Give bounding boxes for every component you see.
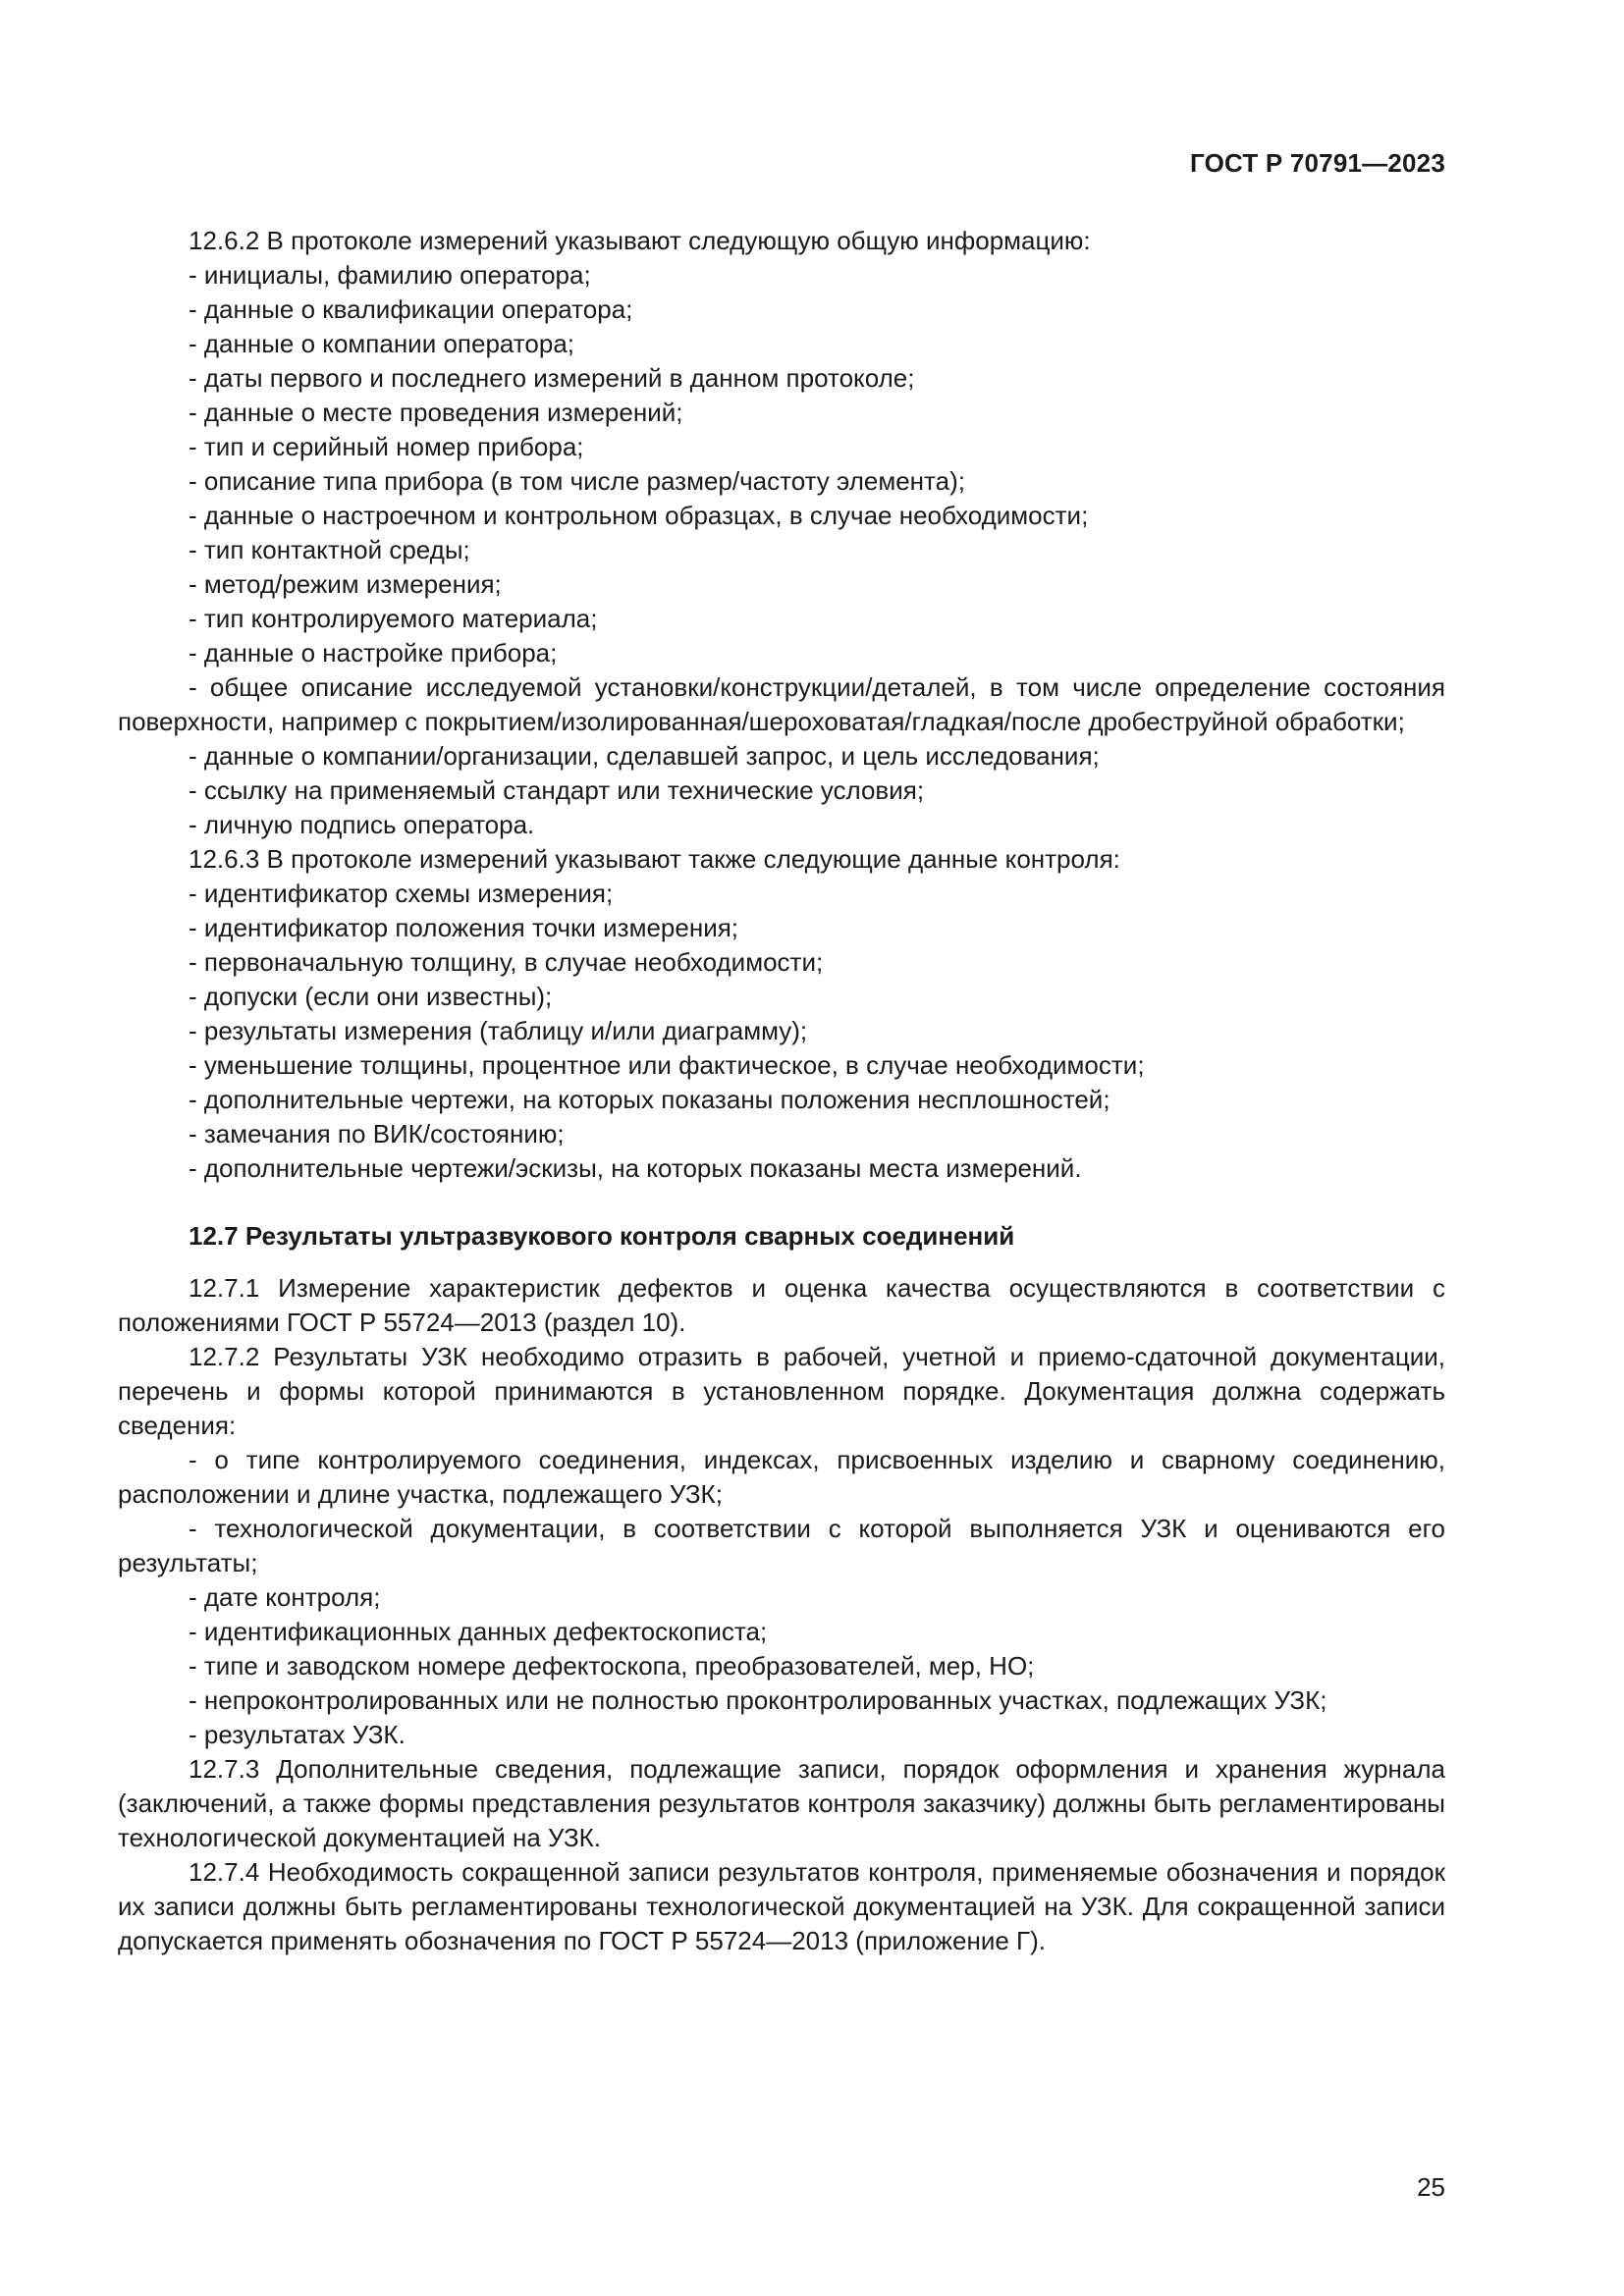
paragraph-12-7-2: 12.7.2 Результаты УЗК необходимо отразить в рабочей, учетной и приемо-сдаточной документации, перечень и формы которой принимаются в установленном порядке. Документация должна содержать сведения: [118,1342,1445,1440]
list-item: - дополнительные чертежи, на которых показаны положения несплошностей; [189,1085,1110,1114]
page-number: 25 [1417,2172,1445,2202]
list-item: - метод/режим измерения; [189,569,502,599]
list-item: - о типе контролируемого соединения, индексах, присвоенных изделию и сварному соединению, расположении и длине участка, подлежащего УЗК; [118,1445,1445,1509]
list-item: - дате контроля; [189,1582,381,1612]
list-item: - технологической документации, в соответствии с которой выполняется УЗК и оцениваются его результаты; [118,1514,1445,1577]
list-item: - данные о настроечном и контрольном образцах, в случае необходимости; [189,501,1089,530]
list-item: - ссылку на применяемый стандарт или технические условия; [189,775,925,805]
paragraph-12-7-1: 12.7.1 Измерение характеристик дефектов и оценка качества осуществляются в соответствии с положениями ГОСТ Р 55724—2013 (раздел 10). [118,1273,1445,1337]
list-item: - идентификатор схемы измерения; [189,879,614,908]
paragraph-12-7-3: 12.7.3 Дополнительные сведения, подлежащие записи, порядок оформления и хранения журнала (заключений, а также формы представления результатов контроля заказчику) должны быть регламентированы технологической документацией на УЗК. [118,1754,1445,1852]
list-item: - данные о настройке прибора; [189,638,558,667]
list-item: - результаты измерения (таблицу и/или диаграмму); [189,1016,808,1045]
list-item: - уменьшение толщины, процентное или фактическое, в случае необходимости; [189,1050,1145,1080]
list-item: - данные о месте проведения измерений; [189,398,683,427]
document-id-header: ГОСТ Р 70791—2023 [1190,148,1445,178]
list-item: - типе и заводском номере дефектоскопа, преобразователей, мер, НО; [189,1651,1035,1681]
paragraph-12-6-3: 12.6.3 В протоколе измерений указывают также следующие данные контроля: [189,844,1120,874]
list-item: - допуски (если они известны); [189,982,553,1011]
list-item: - замечания по ВИК/состоянию; [189,1119,565,1148]
list-item: - тип контактной среды; [189,535,470,564]
list-item: - идентификатор положения точки измерения; [189,913,739,942]
list-item: - описание типа прибора (в том числе размер/частоту элемента); [189,466,965,496]
list-item: - личную подпись оператора. [189,810,535,839]
document-body [118,224,1445,1958]
list-item: - тип и серийный номер прибора; [189,432,584,461]
list-item: - данные о компании/организации, сделавшей запрос, и цель исследования; [189,741,1100,771]
paragraph-12-6-2: 12.6.2 В протоколе измерений указывают следующую общую информацию: [189,226,1091,255]
list-item: - дополнительные чертежи/эскизы, на которых показаны места измерений. [189,1153,1082,1183]
list-item: - даты первого и последнего измерений в данном протоколе; [189,363,915,393]
list-item: - тип контролируемого материала; [189,604,598,633]
list-item: - идентификационных данных дефектоскописта; [189,1617,768,1646]
list-item: - данные о квалификации оператора; [189,294,633,324]
list-item: - первоначальную толщину, в случае необходимости; [189,947,824,977]
section-title-12-7: 12.7 Результаты ультразвукового контроля сварных соединений [189,1221,1015,1251]
list-item: - общее описание исследуемой установки/конструкции/деталей, в том числе определение состояния поверхности, например с покрытием/изолированная/шероховатая/гладкая/после дробеструйной обработки; [118,672,1445,736]
list-item: - инициалы, фамилию оператора; [189,260,591,290]
list-item: - результатах УЗК. [189,1720,406,1749]
list-item: - непроконтролированных или не полностью проконтролированных участках, подлежащих УЗК; [189,1685,1327,1715]
list-item: - данные о компании оператора; [189,329,575,358]
paragraph-12-7-4: 12.7.4 Необходимость сокращенной записи результатов контроля, применяемые обозначения и порядок их записи должны быть регламентированы технологической документацией на УЗК. Для сокращенной записи допускается применять обозначения по ГОСТ Р 55724—2013 (приложение Г). [118,1857,1445,1955]
